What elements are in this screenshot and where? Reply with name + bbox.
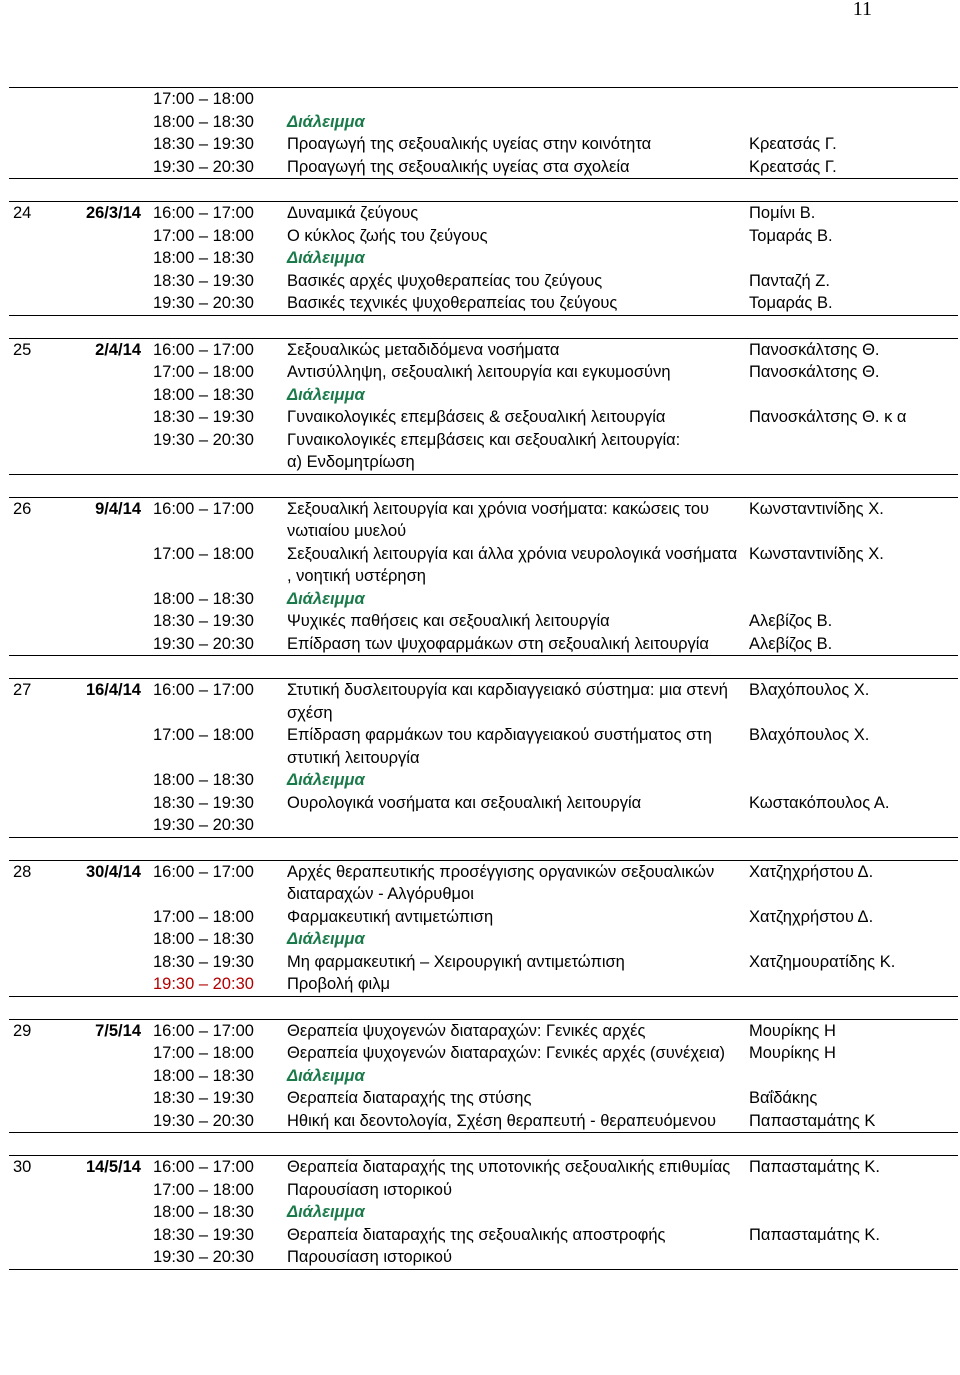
schedule-row: [9, 928, 958, 951]
schedule-row: [9, 1156, 958, 1179]
lecturer: Τομαράς Β.: [749, 226, 833, 245]
spacer-cell: [9, 474, 958, 497]
session-number: [9, 133, 64, 156]
schedule-row: [9, 361, 958, 384]
session-number: [9, 633, 64, 656]
schedule-row: [9, 247, 958, 270]
spacer-cell: [9, 656, 958, 679]
lecturer: [745, 1201, 958, 1224]
session-number: [9, 814, 64, 837]
schedule-row: [9, 1042, 958, 1065]
schedule-row: [9, 679, 958, 725]
spacer-cell: [9, 179, 958, 202]
time-slot: 18:00 – 18:30: [153, 589, 254, 608]
lecturer: [745, 384, 958, 407]
break-label: Διάλειμμα: [287, 1203, 365, 1221]
time-slot: 18:00 – 18:30: [153, 930, 254, 948]
lecturer: Χατζηχρήστου Δ.: [745, 860, 958, 906]
topic: Θεραπεία διαταραχής της σεξουαλικής αποστροφής: [287, 1225, 666, 1244]
time-slot: 16:00 – 17:00: [149, 497, 283, 543]
session-number: [9, 156, 64, 179]
lecturer: Κωνσταντινίδης Χ.: [749, 544, 884, 563]
spacer-cell: [9, 837, 958, 860]
topic: Ουρολογικά νοσήματα και σεξουαλική λειτουργία: [287, 793, 642, 812]
topic: Ο κύκλος ζωής του ζεύγους: [287, 226, 488, 245]
lecturer: Πανοσκάλτσης Θ.: [749, 363, 880, 381]
block-spacer: [9, 837, 958, 860]
schedule-row: [9, 1246, 958, 1269]
session-number: [9, 543, 64, 588]
time-slot: 18:30 – 19:30: [153, 1225, 254, 1244]
schedule-row: [9, 860, 958, 906]
session-number: [9, 384, 64, 407]
lecturer: [745, 247, 958, 270]
lecturer: [745, 429, 958, 475]
break-label: Διάλειμμα: [287, 930, 365, 948]
topic: Αρχές θεραπευτικής προσέγγισης οργανικών σεξουαλικών διαταραχών - Αλγόρυθμοι: [283, 860, 745, 906]
schedule-row: [9, 1019, 958, 1042]
time-slot: 18:00 – 18:30: [153, 1203, 254, 1221]
session-number: 24: [9, 202, 64, 225]
lecturer: Αλεβίζος Β.: [745, 633, 958, 656]
session-number: [9, 1224, 64, 1247]
session-number: [9, 588, 64, 611]
session-number: [9, 1201, 64, 1224]
time-slot: 18:30 – 19:30: [153, 793, 254, 812]
schedule-row: [9, 338, 958, 361]
break-label: Διάλειμμα: [287, 112, 365, 131]
lecturer: Κρεατσάς Γ.: [749, 135, 837, 153]
session-number: [9, 292, 64, 315]
spacer-cell: [9, 315, 958, 338]
block-spacer: [9, 474, 958, 497]
topic: Δυναμικά ζεύγους: [283, 202, 745, 225]
time-slot: 18:30 – 19:30: [153, 612, 254, 630]
schedule-row: [9, 497, 958, 543]
session-number: [9, 610, 64, 633]
break-label: Διάλειμμα: [287, 1066, 365, 1085]
topic: Παρουσίαση ιστορικού: [287, 1180, 452, 1199]
session-number: [9, 1246, 64, 1269]
schedule-row: [9, 202, 958, 225]
time-slot: 19:30 – 20:30: [149, 633, 283, 656]
time-slot: 17:00 – 18:00: [153, 907, 254, 926]
session-number: [9, 247, 64, 270]
time-slot: 17:00 – 18:00: [153, 726, 254, 744]
schedule-row: [9, 156, 958, 179]
session-date: [64, 247, 149, 270]
session-date: [64, 1224, 149, 1247]
spacer-cell: [9, 996, 958, 1019]
session-date: [64, 1179, 149, 1202]
session-date: [64, 724, 149, 769]
topic: Θεραπεία διαταραχής της υποτονικής σεξουαλικής επιθυμίας: [283, 1156, 745, 1179]
break-label: Διάλειμμα: [287, 589, 365, 608]
topic: Σεξουαλική λειτουργία και άλλα χρόνια νευρολογικά νοσήματα , νοητική υστέρηση: [287, 544, 738, 585]
session-number: 28: [9, 860, 64, 906]
session-date: [64, 1110, 149, 1133]
time-slot: 16:00 – 17:00: [149, 202, 283, 225]
schedule-row: [9, 1224, 958, 1247]
lecturer: [745, 111, 958, 134]
session-number: [9, 906, 64, 929]
session-date: 2/4/14: [64, 338, 149, 361]
session-number: [9, 270, 64, 293]
session-date: [64, 361, 149, 384]
session-date: [64, 156, 149, 179]
session-number: 27: [9, 679, 64, 725]
session-number: [9, 973, 64, 996]
time-slot: 19:30 – 20:30: [149, 814, 283, 837]
lecturer: Παπασταμάτης Κ: [745, 1110, 958, 1133]
topic: Επίδραση των ψυχοφαρμάκων στη σεξουαλική λειτουργία: [283, 633, 745, 656]
topic: [283, 814, 745, 837]
session-number: [9, 88, 64, 111]
time-slot: 19:30 – 20:30: [149, 156, 283, 179]
time-slot: 18:30 – 19:30: [153, 271, 254, 290]
session-date: [64, 973, 149, 996]
schedule-row: [9, 1110, 958, 1133]
schedule-row: [9, 724, 958, 769]
time-slot: 17:00 – 18:00: [153, 226, 254, 245]
lecturer: [745, 814, 958, 837]
schedule-table: [9, 87, 958, 1270]
session-date: [64, 610, 149, 633]
time-slot: 17:00 – 18:00: [153, 363, 254, 381]
session-date: [64, 88, 149, 111]
session-date: 30/4/14: [64, 860, 149, 906]
lecturer: Παπασταμάτης Κ.: [745, 1156, 958, 1179]
schedule-row: [9, 610, 958, 633]
lecturer: Πανοσκάλτσης Θ.: [745, 338, 958, 361]
session-number: [9, 1065, 64, 1088]
topic: Βασικές τεχνικές ψυχοθεραπείας του ζεύγους: [283, 292, 745, 315]
session-date: [64, 384, 149, 407]
spacer-cell: [9, 1133, 958, 1156]
block-spacer: [9, 656, 958, 679]
break-label: Διάλειμμα: [287, 771, 365, 789]
session-date: 9/4/14: [64, 497, 149, 543]
topic: Ψυχικές παθήσεις και σεξουαλική λειτουργία: [287, 612, 610, 630]
session-number: [9, 769, 64, 792]
schedule-row: [9, 429, 958, 475]
lecturer: [745, 928, 958, 951]
time-slot: 18:00 – 18:30: [153, 385, 254, 404]
time-slot: 16:00 – 17:00: [149, 1019, 283, 1042]
session-number: [9, 225, 64, 248]
session-number: 29: [9, 1019, 64, 1042]
time-slot: 17:00 – 18:00: [153, 1180, 254, 1199]
topic: Σεξουαλική λειτουργία και χρόνια νοσήματα: κακώσεις του νωτιαίου μυελού: [283, 497, 745, 543]
topic: Γυναικολογικές επεμβάσεις και σεξουαλική λειτουργία: α) Ενδομητρίωση: [283, 429, 745, 475]
schedule-row: [9, 1087, 958, 1110]
lecturer: [745, 588, 958, 611]
block-spacer: [9, 179, 958, 202]
lecturer: Βλαχόπουλος Χ.: [745, 679, 958, 725]
schedule-row: [9, 1065, 958, 1088]
session-date: [64, 225, 149, 248]
session-number: [9, 361, 64, 384]
block-spacer: [9, 315, 958, 338]
session-number: 25: [9, 338, 64, 361]
session-date: [64, 543, 149, 588]
topic: Στυτική δυσλειτουργία και καρδιαγγειακό σύστημα: μια στενή σχέση: [283, 679, 745, 725]
topic: Ηθική και δεοντολογία, Σχέση θεραπευτή - θεραπευόμενου: [283, 1110, 745, 1133]
topic: Γυναικολογικές επεμβάσεις & σεξουαλική λειτουργία: [287, 408, 666, 426]
session-date: [64, 1246, 149, 1269]
lecturer: Κωνσταντινίδης Χ.: [745, 497, 958, 543]
session-date: [64, 429, 149, 475]
schedule-row: [9, 406, 958, 429]
session-date: [64, 792, 149, 815]
session-date: [64, 111, 149, 134]
topic: Προβολή φιλμ: [283, 973, 745, 996]
schedule-row: [9, 588, 958, 611]
schedule-row: [9, 792, 958, 815]
time-slot: 18:00 – 18:30: [153, 771, 254, 789]
time-slot: 18:00 – 18:30: [153, 112, 254, 131]
time-slot: 16:00 – 17:00: [149, 1156, 283, 1179]
lecturer: [745, 1179, 958, 1202]
lecturer: Πομίνι Β.: [745, 202, 958, 225]
session-number: [9, 1042, 64, 1065]
time-slot: 18:30 – 19:30: [153, 1089, 254, 1107]
schedule-row: [9, 384, 958, 407]
schedule-row: [9, 1201, 958, 1224]
time-slot: 19:30 – 20:30: [149, 973, 283, 996]
schedule-row: [9, 769, 958, 792]
time-slot: 18:00 – 18:30: [153, 1066, 254, 1085]
schedule-row: [9, 133, 958, 156]
page-number: 11: [852, 0, 872, 20]
lecturer: Παπασταμάτης Κ.: [749, 1225, 881, 1244]
session-number: [9, 1179, 64, 1202]
time-slot: 19:30 – 20:30: [149, 1246, 283, 1269]
session-date: [64, 814, 149, 837]
lecturer: [745, 973, 958, 996]
block-spacer: [9, 1133, 958, 1156]
schedule-row: [9, 814, 958, 837]
session-date: [64, 1087, 149, 1110]
schedule-row: [9, 543, 958, 588]
session-date: [64, 906, 149, 929]
topic: Θεραπεία ψυχογενών διαταραχών: Γενικές αρχές (συνέχεια): [287, 1044, 726, 1062]
session-date: [64, 1042, 149, 1065]
topic: Θεραπεία ψυχογενών διαταραχών: Γενικές αρχές: [283, 1019, 745, 1042]
schedule-row: [9, 225, 958, 248]
topic: Σεξουαλικώς μεταδιδόμενα νοσήματα: [283, 338, 745, 361]
session-date: [64, 406, 149, 429]
session-date: [64, 270, 149, 293]
lecturer: [745, 88, 958, 111]
session-number: [9, 928, 64, 951]
lecturer: Τομαράς Β.: [745, 292, 958, 315]
topic: Επίδραση φαρμάκων του καρδιαγγειακού συστήματος στη στυτική λειτουργία: [287, 726, 712, 767]
session-date: 26/3/14: [64, 202, 149, 225]
session-date: [64, 588, 149, 611]
lecturer: Κωστακόπουλος Α.: [749, 793, 890, 812]
session-number: [9, 429, 64, 475]
session-number: [9, 792, 64, 815]
lecturer: Κρεατσάς Γ.: [745, 156, 958, 179]
session-date: [64, 951, 149, 974]
topic: Προαγωγή της σεξουαλικής υγείας στα σχολεία: [283, 156, 745, 179]
session-date: [64, 292, 149, 315]
schedule-row: [9, 1179, 958, 1202]
schedule-row: [9, 292, 958, 315]
lecturer: Μουρίκης Η: [745, 1019, 958, 1042]
topic: Θεραπεία διαταραχής της στύσης: [287, 1089, 532, 1107]
schedule-row: [9, 270, 958, 293]
time-slot: 17:00 – 18:00: [149, 88, 283, 111]
session-date: [64, 633, 149, 656]
topic: Φαρμακευτική αντιμετώπιση: [287, 907, 494, 926]
topic: Αντισύλληψη, σεξουαλική λειτουργία και εγκυμοσύνη: [287, 363, 671, 381]
session-date: [64, 133, 149, 156]
lecturer: Πανταζή Ζ.: [749, 271, 830, 290]
schedule-row: [9, 973, 958, 996]
session-date: 7/5/14: [64, 1019, 149, 1042]
session-number: [9, 1110, 64, 1133]
time-slot: 19:30 – 20:30: [149, 292, 283, 315]
topic: [283, 88, 745, 111]
break-label: Διάλειμμα: [287, 249, 365, 267]
session-number: 26: [9, 497, 64, 543]
time-slot: 18:30 – 19:30: [153, 952, 254, 971]
topic: Παρουσίαση ιστορικού: [283, 1246, 745, 1269]
lecturer: Χατζημουρατίδης Κ.: [749, 952, 896, 971]
session-date: [64, 769, 149, 792]
session-number: [9, 406, 64, 429]
schedule-row: [9, 633, 958, 656]
topic: Βασικές αρχές ψυχοθεραπείας του ζεύγους: [287, 271, 603, 290]
schedule-row: [9, 951, 958, 974]
schedule-row: [9, 906, 958, 929]
topic: Προαγωγή της σεξουαλικής υγείας στην κοινότητα: [287, 135, 652, 153]
time-slot: 19:30 – 20:30: [149, 429, 283, 475]
time-slot: 17:00 – 18:00: [153, 1044, 254, 1062]
lecturer: Βλαχόπουλος Χ.: [749, 726, 870, 744]
session-date: [64, 1201, 149, 1224]
lecturer: [745, 1246, 958, 1269]
schedule-row: [9, 88, 958, 111]
session-number: [9, 1087, 64, 1110]
block-spacer: [9, 996, 958, 1019]
break-label: Διάλειμμα: [287, 385, 365, 404]
session-date: 16/4/14: [64, 679, 149, 725]
lecturer: Αλεβίζος Β.: [749, 612, 833, 630]
lecturer: [745, 1065, 958, 1088]
time-slot: 16:00 – 17:00: [149, 679, 283, 725]
lecturer: Πανοσκάλτσης Θ. κ α: [749, 408, 907, 426]
time-slot: 17:00 – 18:00: [153, 544, 254, 563]
session-date: [64, 928, 149, 951]
lecturer: Βαΐδάκης: [749, 1089, 818, 1107]
session-date: [64, 1065, 149, 1088]
time-slot: 18:30 – 19:30: [153, 135, 254, 153]
session-number: [9, 111, 64, 134]
lecturer: [745, 769, 958, 792]
lecturer: Χατζηχρήστου Δ.: [749, 907, 874, 926]
schedule-row: [9, 111, 958, 134]
session-number: 30: [9, 1156, 64, 1179]
session-date: 14/5/14: [64, 1156, 149, 1179]
lecturer: Μουρίκης Η: [749, 1044, 836, 1062]
time-slot: 19:30 – 20:30: [149, 1110, 283, 1133]
time-slot: 16:00 – 17:00: [149, 338, 283, 361]
session-number: [9, 724, 64, 769]
time-slot: 16:00 – 17:00: [149, 860, 283, 906]
time-slot: 18:00 – 18:30: [153, 249, 254, 267]
topic: Μη φαρμακευτική – Χειρουργική αντιμετώπιση: [287, 952, 625, 971]
session-number: [9, 951, 64, 974]
time-slot: 18:30 – 19:30: [153, 408, 254, 426]
